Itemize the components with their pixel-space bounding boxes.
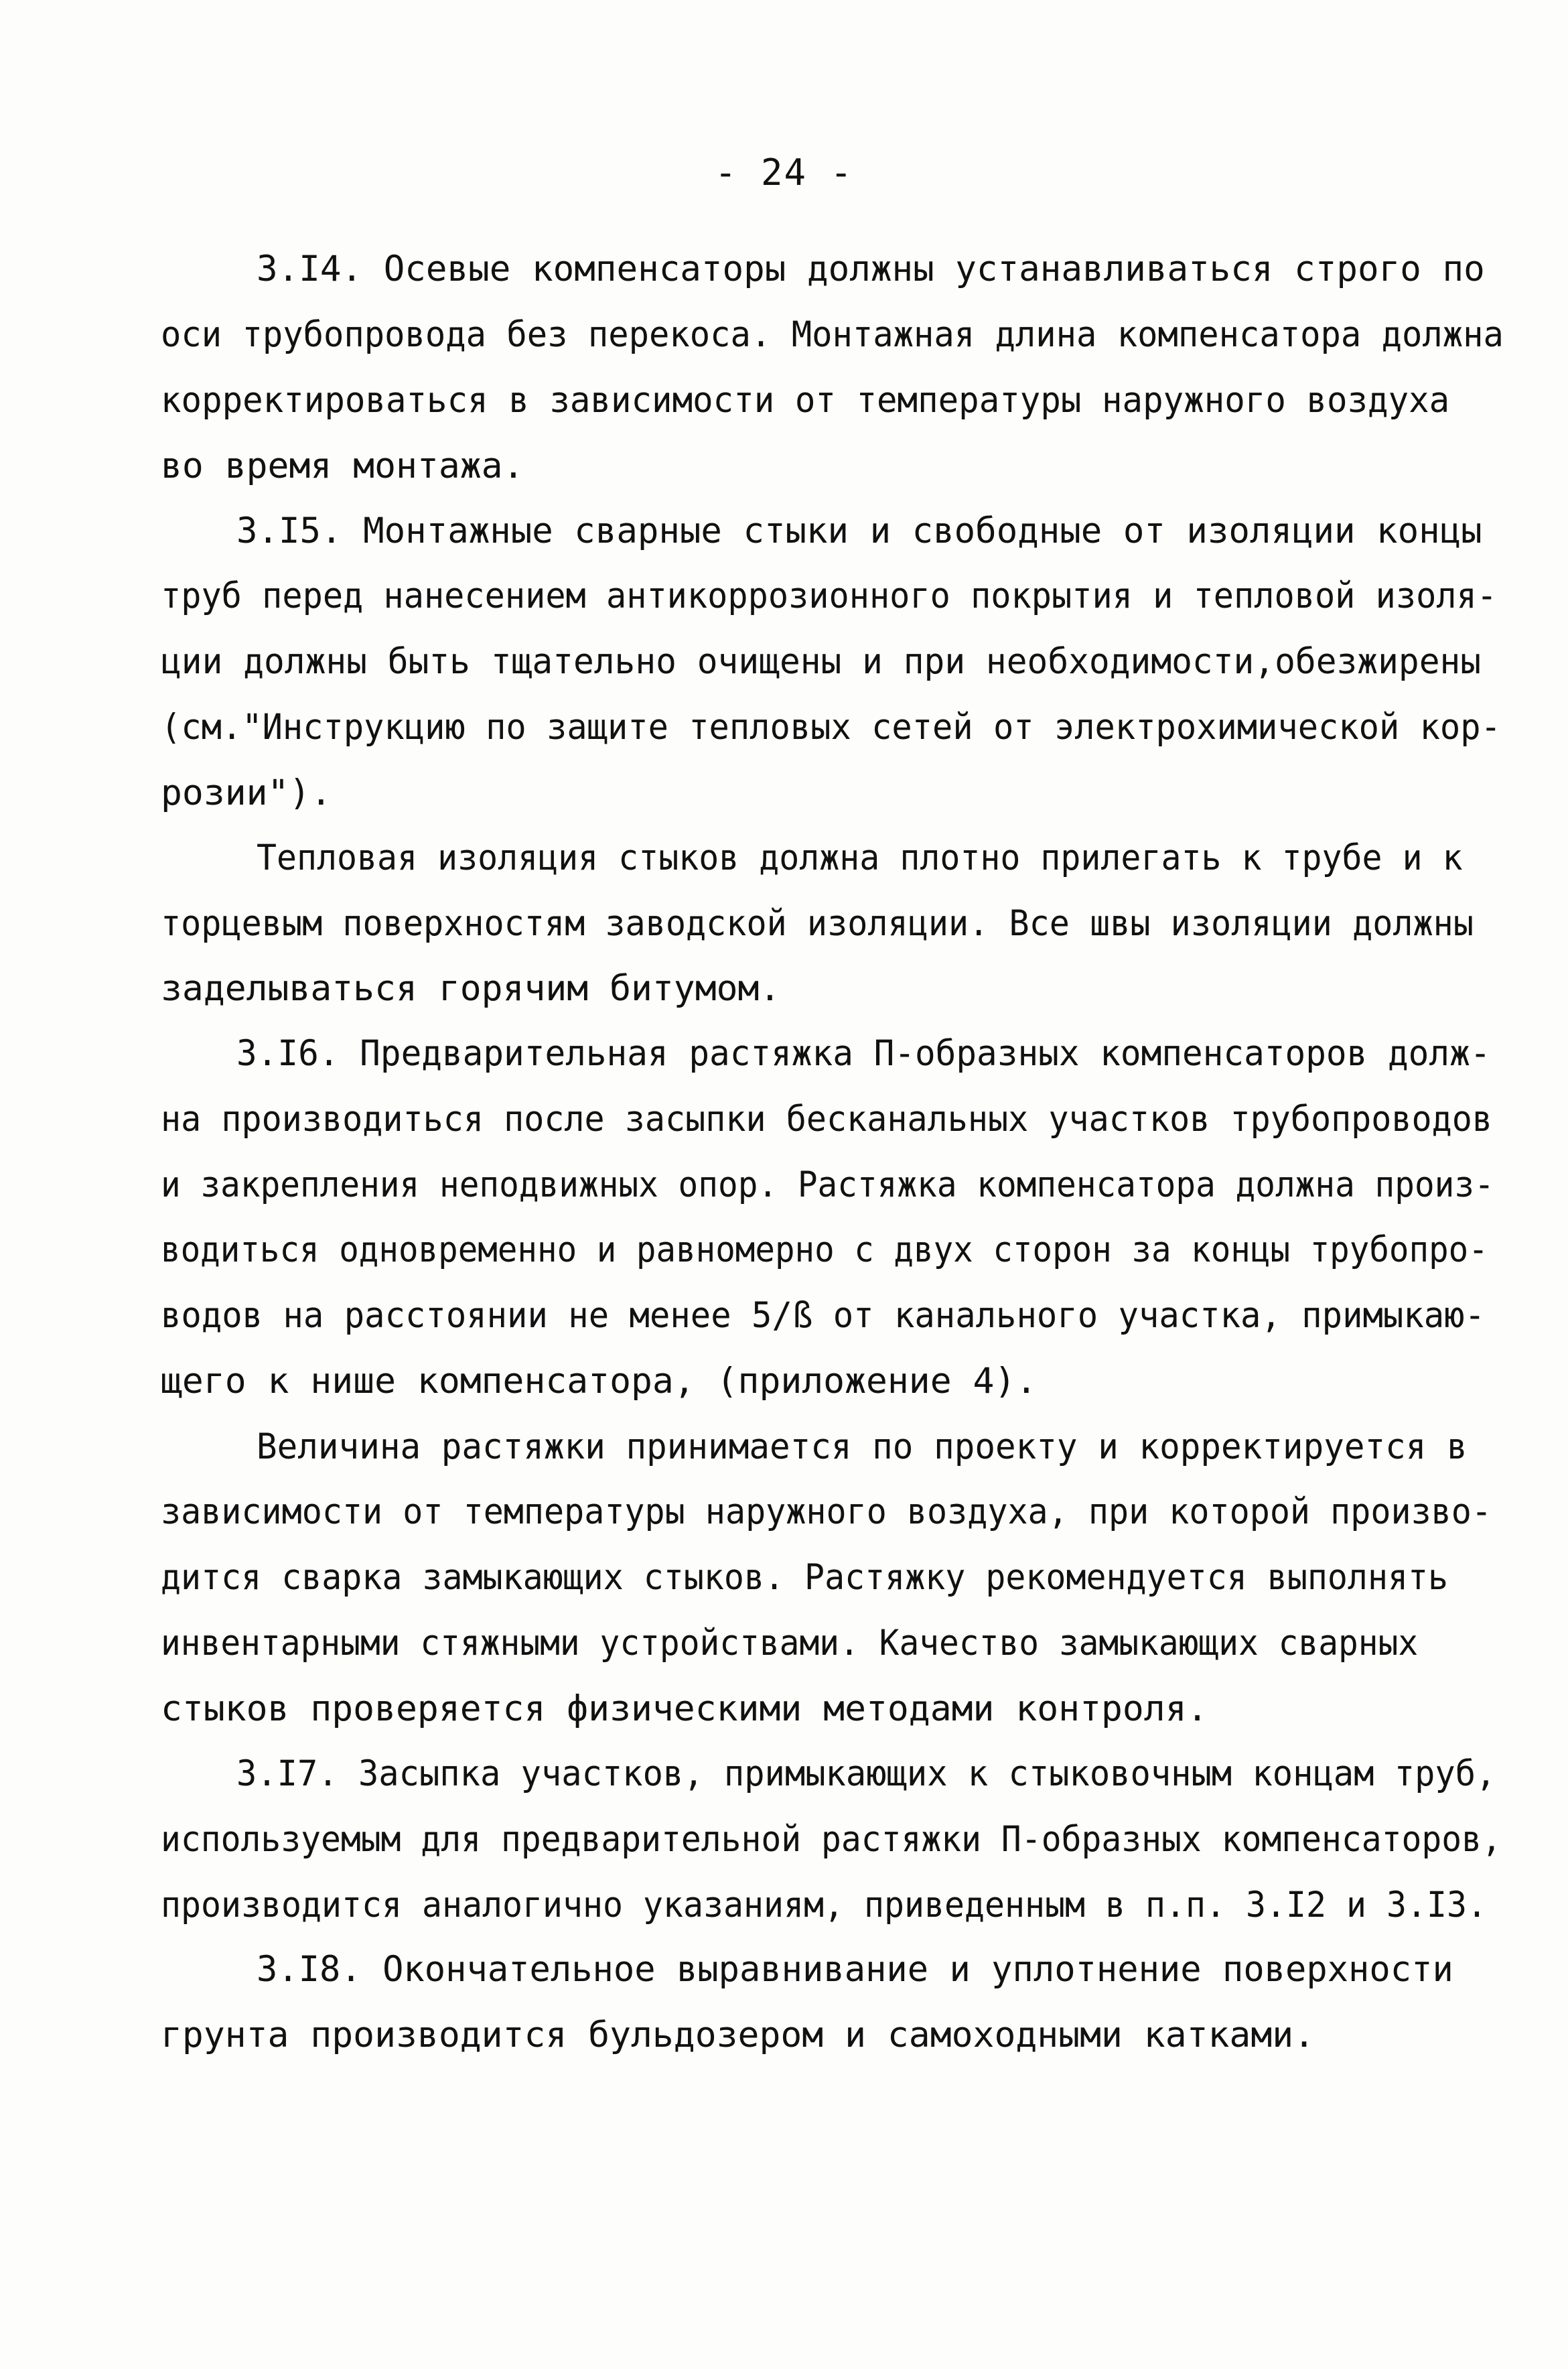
text-line: и закрепления неподвижных опор. Растяжка компенсатора должна произ- xyxy=(161,1164,1494,1205)
text-line: грунта производится бульдозером и самоходными катками. xyxy=(161,2015,1315,2055)
text-line: ции должны быть тщательно очищены и при необходимости,обезжирены xyxy=(161,641,1482,682)
text-line: производится аналогично указаниям, приведенным в п.п. 3.I2 и 3.I3. xyxy=(161,1885,1488,1925)
text-line: 3.I7. Засыпка участков, примыкающих к стыковочным концам труб, xyxy=(236,1753,1496,1794)
text-line: Величина растяжки принимается по проекту и корректируется в xyxy=(257,1426,1468,1467)
page-number: - 24 - xyxy=(714,151,854,194)
text-line: заделываться горячим битумом. xyxy=(161,968,781,1009)
text-line: 3.I5. Монтажные сварные стыки и свободные от изоляции концы xyxy=(236,511,1482,551)
text-line: Тепловая изоляция стыков должна плотно прилегать к трубе и к xyxy=(257,837,1463,878)
text-line: используемым для предварительной растяжки П-образных компенсаторов, xyxy=(161,1819,1502,1860)
text-line: корректироваться в зависимости от температуры наружного воздуха xyxy=(161,380,1450,421)
text-line: 3.I4. Осевые компенсаторы должны устанавливаться строго по xyxy=(257,249,1485,289)
text-line: торцевым поверхностям заводской изоляции. Все швы изоляции должны xyxy=(161,903,1474,944)
text-line: стыков проверяется физическими методами контроля. xyxy=(161,1688,1208,1729)
text-line: 3.I6. Предварительная растяжка П-образных компенсаторов долж- xyxy=(236,1033,1491,1074)
text-line: дится сварка замыкающих стыков. Растяжку рекомендуется выполнять xyxy=(161,1557,1449,1598)
text-line: (см."Инструкцию по защите тепловых сетей от электрохимической кор- xyxy=(161,707,1501,748)
text-line: щего к нише компенсатора, (приложение 4). xyxy=(161,1361,1038,1402)
text-line: зависимости от температуры наружного воздуха, при которой произво- xyxy=(161,1491,1492,1532)
text-line: водов на расстоянии не менее 5/ß от канального участка, примыкаю- xyxy=(161,1295,1486,1336)
text-line: труб перед нанесением антикоррозионного покрытия и тепловой изоля- xyxy=(161,576,1497,616)
text-line: 3.I8. Окончательное выравнивание и уплотнение поверхности xyxy=(257,1949,1453,1990)
text-line: на производиться после засыпки бесканальных участков трубопроводов xyxy=(161,1099,1493,1140)
text-line: во время монтажа. xyxy=(161,446,524,486)
text-line: розии"). xyxy=(161,772,332,813)
text-line: водиться одновременно и равномерно с двух сторон за концы трубопро- xyxy=(161,1229,1488,1270)
text-line: инвентарными стяжными устройствами. Качество замыкающих сварных xyxy=(161,1623,1419,1664)
text-line: оси трубопровода без перекоса. Монтажная длина компенсатора должна xyxy=(161,314,1504,355)
